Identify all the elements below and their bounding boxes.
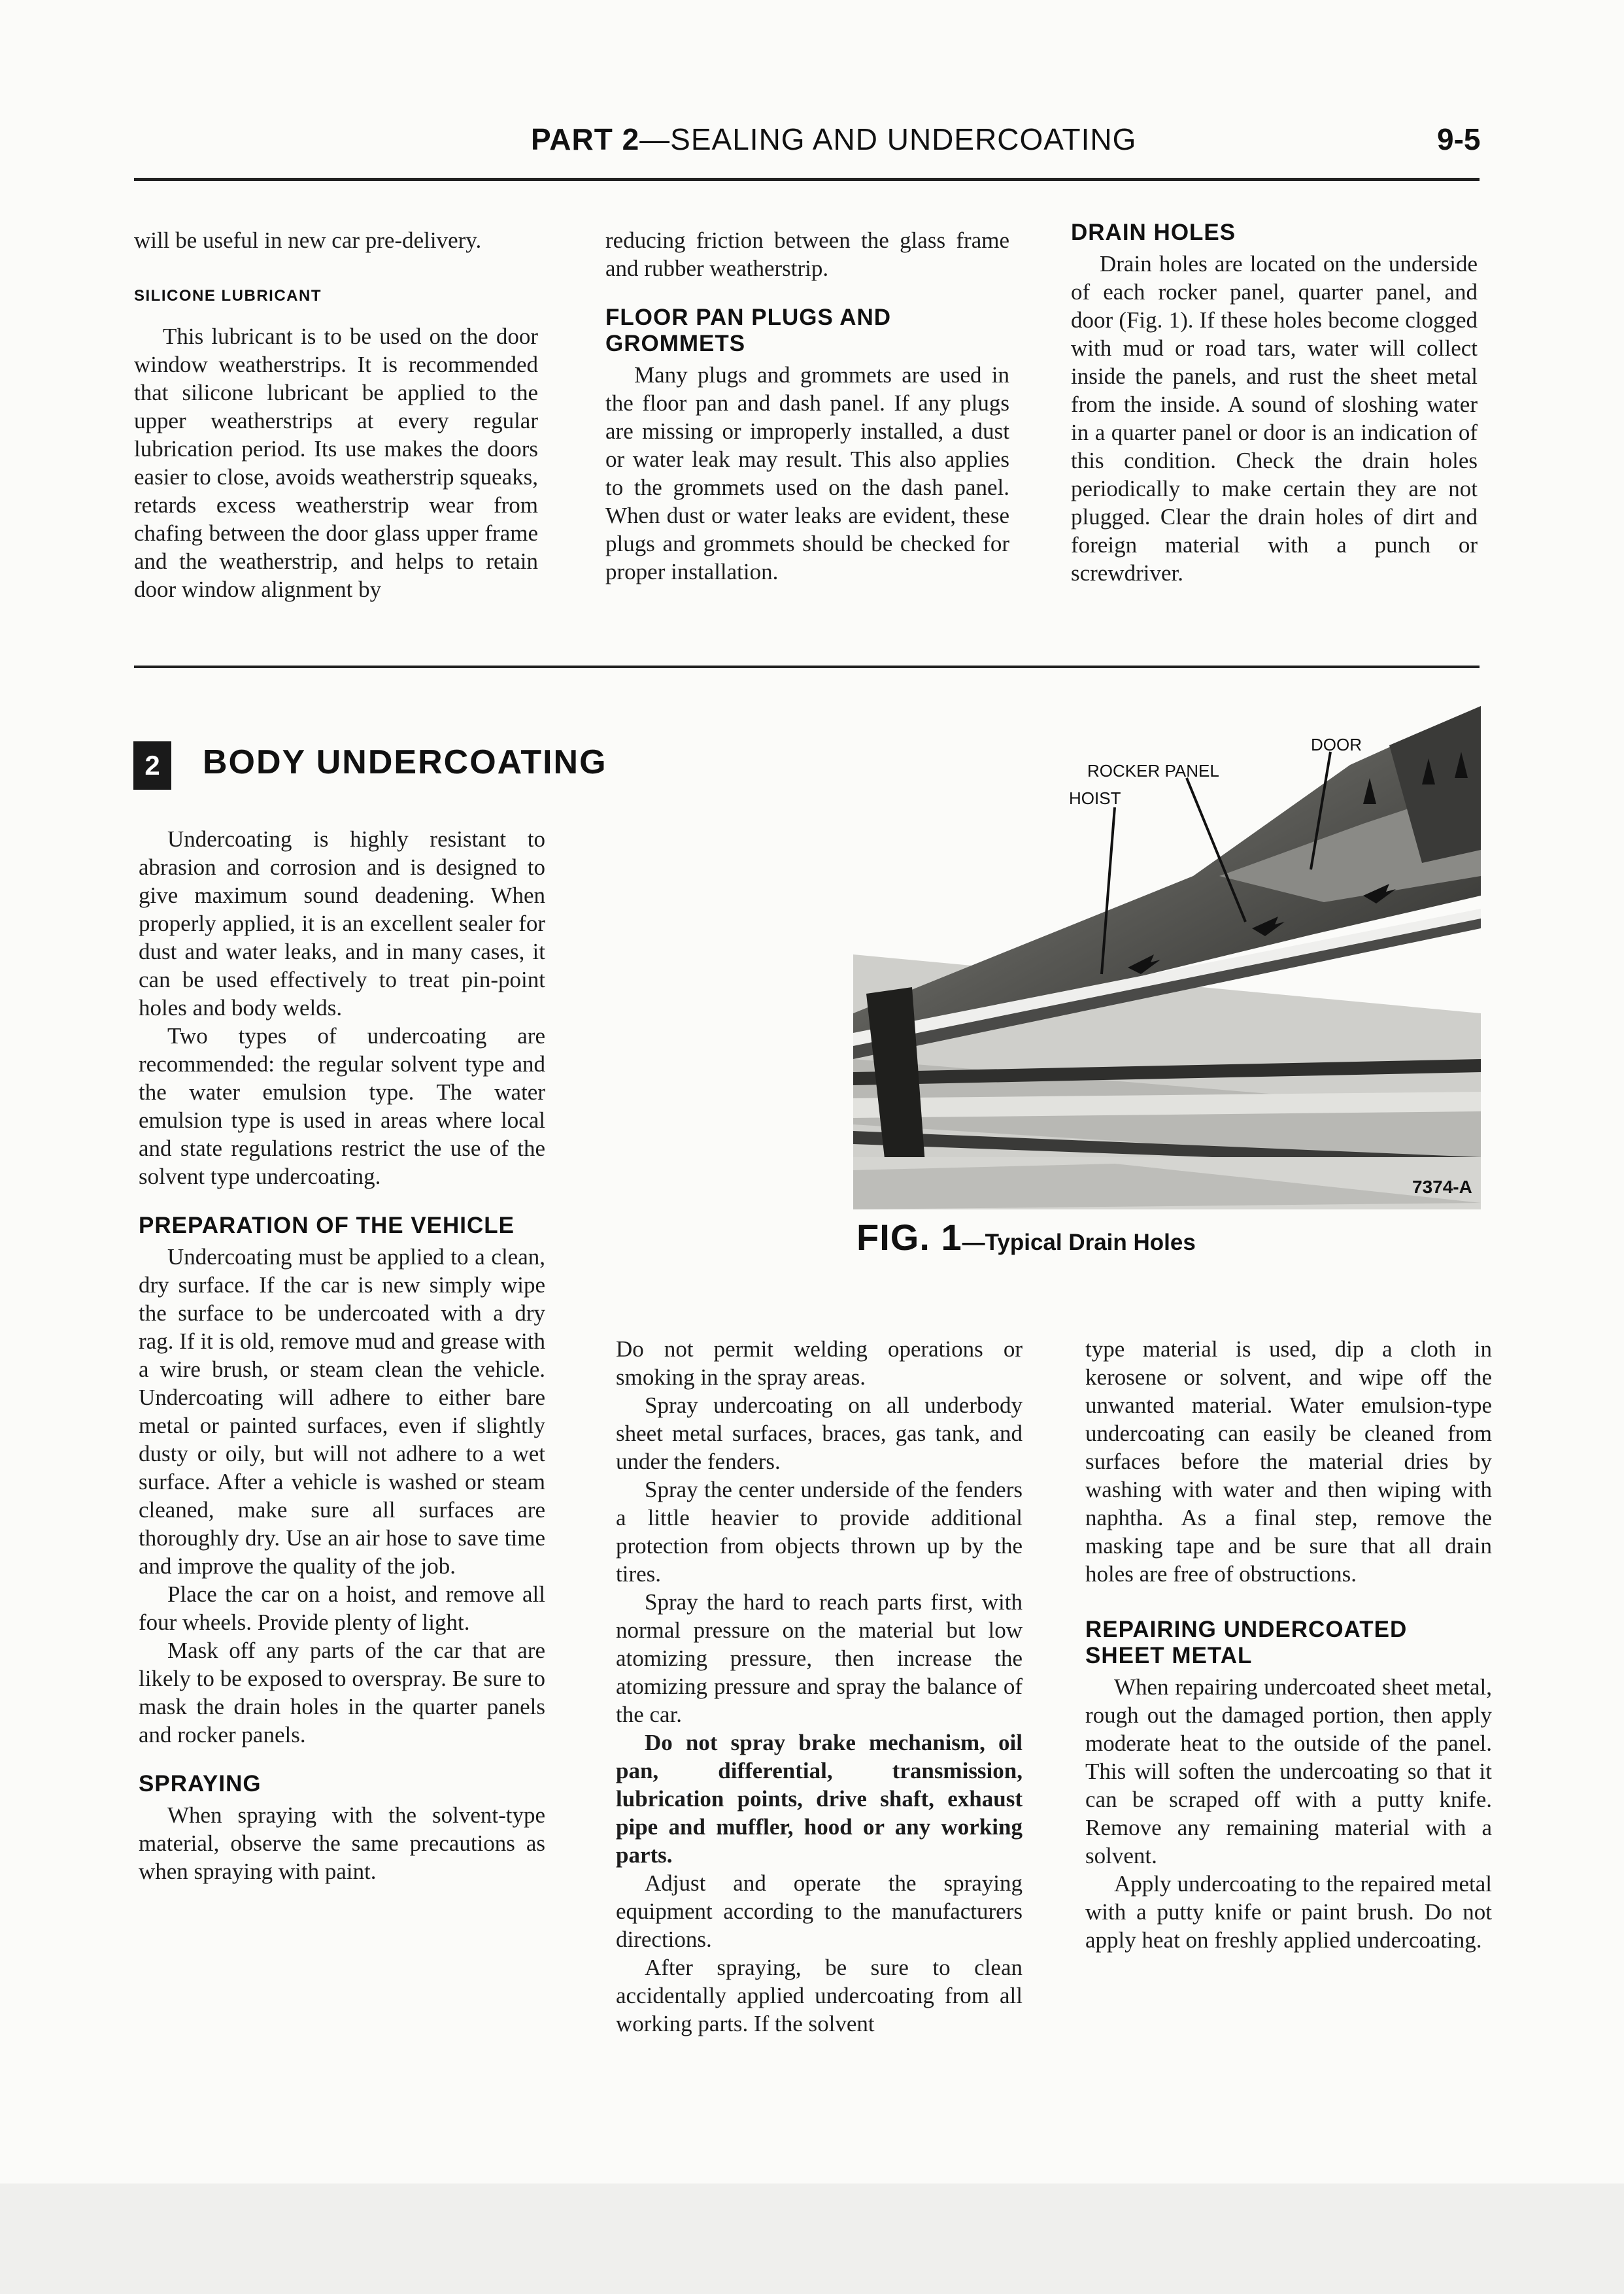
hoist-label: HOIST (1069, 788, 1121, 808)
middle-column (616, 1335, 1023, 2038)
spray-fenders: Spray the center underside of the fenders a little heavier to provide additional protection from objects thrown up by the tires. (616, 1477, 1023, 1587)
do-not-spray-warning: Do not spray brake mechanism, oil pan, differential, transmission, lubrication points, drive shaft, exhaust pipe and muffler, hood or any working parts. (616, 1730, 1023, 1868)
silicone-lubricant-heading: SILICONE LUBRICANT (134, 287, 322, 305)
spraying-heading: SPRAYING (139, 1771, 262, 1796)
top-column-3 (1071, 220, 1478, 587)
drain-holes-heading: DRAIN HOLES (1071, 220, 1236, 245)
floor-pan-text: Many plugs and grommets are used in the floor pan and dash panel. If any plugs are missing or improperly installed, a dust or water leak may result. This also applies to the grommets used on the dash panel. When dust or water leaks are evident, these plugs and grommets should be checked for proper installation. (605, 362, 1009, 584)
section-title: BODY UNDERCOATING (203, 743, 607, 781)
page-bottom-margin (0, 2184, 1624, 2294)
spray-underbody: Spray undercoating on all underbody sheet metal surfaces, braces, gas tank, and under the fenders. (616, 1392, 1023, 1474)
running-header (531, 122, 1136, 157)
figure-code: 7374-A (1412, 1177, 1472, 1197)
figure-drain-holes (853, 706, 1481, 1209)
page-number: 9-5 (1437, 122, 1481, 156)
section-number-badge: 2 (133, 741, 171, 790)
welding-warning: Do not permit welding operations or smoking in the spray areas. (616, 1336, 1023, 1390)
floor-pan-heading: FLOOR PAN PLUGS AND GROMMETS (605, 305, 892, 356)
undercoating-types: Two types of undercoating are recommended: the regular solvent type and the water emulsion type. The water emulsion type is used in areas where local and state regulations restrict the use of the solvent type undercoating. (139, 1023, 545, 1189)
header-rule (134, 178, 1480, 181)
left-column (139, 825, 545, 1885)
repairing-heading: REPAIRING UNDERCOATED SHEET METAL (1085, 1617, 1408, 1668)
silicone-lubricant-text: This lubricant is to be used on the door window weatherstrips. It is recommended that silicone lubricant be applied to the upper weatherstrips at every regular lubrication period. Its use makes the doors easier to close, avoids weatherstrip squeaks, retards excess weatherstrip wear from chafing between the door glass upper frame and the weatherstrip, and helps to retain door window alignment by (134, 324, 538, 602)
col2-intro: reducing friction between the glass frame and rubber weatherstrip. (605, 228, 1009, 281)
after-spraying: After spraying, be sure to clean accidentally applied undercoating from all working parts. If the solvent (616, 1955, 1023, 2036)
spray-hard-parts: Spray the hard to reach parts first, with normal pressure on the material but low atomizing pressure, then increase the atomizing pressure and spray the balance of the car. (616, 1589, 1023, 1727)
right-column (1085, 1335, 1492, 1954)
preparation-heading: PREPARATION OF THE VEHICLE (139, 1213, 515, 1238)
undercoating-intro: Undercoating is highly resistant to abrasion and corrosion and is designed to give maximum sound deadening. When properly applied, it is an excellent sealer for dust and water leaks, and in many cases, it can be used effectively to treat pin-point holes and body welds. (139, 826, 545, 1020)
solvent-cleanup: type material is used, dip a cloth in kerosene or solvent, and wipe off the unwanted material. Water emulsion-type undercoating can easily be cleaned from surfaces before the material dries by washing with water and then wiping with naphtha. As a final step, remove the masking tape and be sure that all drain holes are free of obstructions. (1085, 1336, 1492, 1587)
repairing-text: When repairing undercoated sheet metal, rough out the damaged portion, then apply moderate heat to the outside of the panel. This will soften the undercoating so that it can be scraped off with a putty knife. Remove any remaining material with a solvent. (1085, 1674, 1492, 1868)
adjust-equipment: Adjust and operate the spraying equipment according to the manufacturers directions. (616, 1870, 1023, 1952)
spraying-text: When spraying with the solvent-type material, observe the same precautions as when spraying with paint. (139, 1802, 545, 1884)
rocker-panel-label: ROCKER PANEL (1087, 761, 1219, 781)
reapply-text: Apply undercoating to the repaired metal with a putty knife or paint brush. Do not apply heat on freshly applied undercoating. (1085, 1871, 1492, 1953)
header-part: PART 2 (531, 122, 640, 156)
section-rule (134, 666, 1480, 668)
drain-holes-text: Drain holes are located on the underside of each rocker panel, quarter panel, and door (Fig. 1). If these holes become clogged with mud or road tars, water will collect inside the panels, and rust the sheet metal from the inside. A sound of sloshing water in a quarter panel or door is an indication of this condition. Check the drain holes periodically to make certain they are not plugged. Clear the drain holes of dirt and foreign material with a punch or screwdriver. (1071, 251, 1478, 586)
figure-caption (856, 1216, 1196, 1258)
door-label: DOOR (1311, 735, 1362, 754)
mask-text: Mask off any parts of the car that are likely to be exposed to overspray. Be sure to mask the drain holes in the quarter panels and rocker panels. (139, 1638, 545, 1747)
drain-holes-photo (853, 706, 1481, 1209)
top-column-1 (134, 226, 538, 603)
hoist-text: Place the car on a hoist, and remove all four wheels. Provide plenty of light. (139, 1581, 545, 1635)
top-column-2 (605, 226, 1009, 586)
figure-number: FIG. 1 (856, 1217, 962, 1258)
figure-caption-text: —Typical Drain Holes (962, 1230, 1196, 1255)
header-title: —SEALING AND UNDERCOATING (639, 122, 1137, 156)
col1-intro: will be useful in new car pre-delivery. (134, 228, 482, 253)
preparation-text: Undercoating must be applied to a clean, dry surface. If the car is new simply wipe the surface to be undercoated with a dry rag. If it is old, remove mud and grease with a wire brush, or steam clean the vehicle. Undercoating will adhere to either bare metal or painted surfaces, even if slightly dusty or oily, but will not adhere to a wet surface. After a vehicle is washed or steam cleaned, make sure all surfaces are thoroughly dry. Use an air hose to save time and improve the quality of the job. (139, 1244, 545, 1579)
